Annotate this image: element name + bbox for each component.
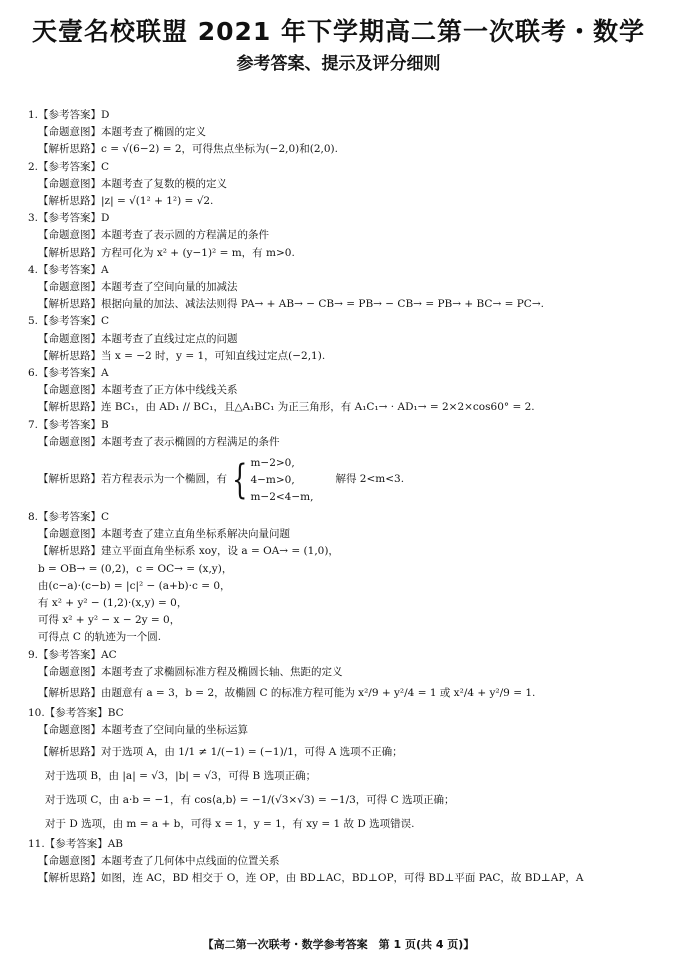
q2-analysis: 【解析思路】|z| = √(1² + 1²) = √2. [38, 195, 214, 208]
q8-analysis-line: 由(c−a)·(c−b) = |c|² − (a+b)·c = 0， [38, 579, 231, 592]
q6-intent: 【命题意图】本题考查了正方体中线线关系 [38, 384, 238, 397]
q8-analysis-line: 可得点 C 的轨迹为一个圆. [38, 631, 162, 644]
q8-analysis: 【解析思路】建立平面直角坐标系 xoy，设 a = OA→ = (1,0)， [38, 545, 339, 558]
q8-analysis-line: 可得 x² + y² − x − 2y = 0， [38, 614, 181, 627]
document-title: 天壹名校联盟 2021 年下学期高二第一次联考・数学 [32, 17, 645, 46]
q1-answer: 1.【参考答案】D [28, 109, 110, 121]
answer-content [28, 107, 658, 887]
q7-answer: 7.【参考答案】B [28, 418, 109, 431]
q10-option-b: 对于选项 B，由 |a| = √3，|b| = √3，可得 B 选项正确； [45, 769, 317, 782]
q7-brace: { [232, 457, 248, 504]
q8-answer: 8.【参考答案】C [28, 511, 110, 524]
q8-analysis-line: b = OB→ = (0,2)，c = OC→ = (x,y)， [38, 562, 233, 575]
q6-answer: 6.【参考答案】A [28, 367, 109, 380]
q7-analysis [28, 451, 658, 509]
q10-intent: 【命题意图】本题考查了空间向量的坐标运算 [38, 724, 248, 737]
q7-condition-3: m−2<4−m, [250, 490, 314, 503]
q2-answer: 2.【参考答案】C [28, 160, 110, 173]
q11-answer: 11.【参考答案】AB [28, 837, 123, 850]
q7-condition-1: m−2>0, [250, 456, 295, 469]
q10-analysis: 【解析思路】对于选项 A，由 1/1 ≠ 1/(−1) = (−1)/1，可得 A 选项不正确； [38, 745, 403, 758]
q7-inequality-system [250, 455, 313, 506]
q9-analysis: 【解析思路】由题意有 a = 3，b = 2，故椭圆 C 的标准方程可能为 x²/9 + y²/4 = 1 或 x²/4 + y²/9 = 1. [38, 687, 536, 700]
q11-intent: 【命题意图】本题考查了几何体中点线面的位置关系 [38, 854, 280, 867]
q7-intent: 【命题意图】本题考查了表示椭圆的方程满足的条件 [38, 435, 280, 448]
q9-intent: 【命题意图】本题考查了求椭圆标准方程及椭圆长轴、焦距的定义 [38, 665, 343, 678]
q1-intent: 【命题意图】本题考查了椭圆的定义 [38, 126, 206, 139]
q8-intent: 【命题意图】本题考查了建立直角坐标系解决向量问题 [38, 528, 290, 541]
q5-answer: 5.【参考答案】C [28, 315, 110, 328]
q4-answer: 4.【参考答案】A [28, 263, 109, 276]
q8-analysis-line: 有 x² + y² − (1,2)·(x,y) = 0， [38, 597, 188, 610]
q7-condition-2: 4−m>0, [250, 473, 295, 486]
q10-answer: 10.【参考答案】BC [28, 707, 124, 720]
q10-option-c: 对于选项 C，由 a·b = −1，有 cos⟨a,b⟩ = −1/(√3×√3) = −1/3，可得 C 选项正确； [45, 793, 455, 806]
q3-answer: 3.【参考答案】D [28, 212, 110, 225]
document-subtitle: 参考答案、提示及评分细则 [236, 54, 441, 74]
q4-analysis: 【解析思路】根据向量的加法、减法法则得 PA→ + AB→ − CB→ = PB→ − CB→ = PB→ + BC→ = PC→. [38, 298, 544, 311]
q3-intent: 【命题意图】本题考查了表示圆的方程满足的条件 [38, 229, 269, 242]
q6-analysis: 【解析思路】连 BC₁，由 AD₁ // BC₁，且△A₁BC₁ 为正三角形，有 A₁C₁→ · AD₁→ = 2×2×cos60° = 2. [38, 401, 535, 414]
q5-analysis: 【解析思路】当 x = −2 时，y = 1，可知直线过定点(−2,1). [38, 349, 326, 362]
q9-answer: 9.【参考答案】AC [28, 648, 117, 661]
q4-intent: 【命题意图】本题考查了空间向量的加减法 [38, 281, 238, 294]
q10-option-d: 对于 D 选项，由 m = a + b，可得 x = 1，y = 1，有 xy = 1 故 D 选项错误. [45, 817, 415, 830]
q2-intent: 【命题意图】本题考查了复数的模的定义 [38, 177, 227, 190]
q11-analysis: 【解析思路】如图，连 AC，BD 相交于 O，连 OP，由 BD⊥AC，BD⊥OP，可得 BD⊥平面 PAC，故 BD⊥AP，A [38, 871, 584, 884]
q7-analysis-lead: 【解析思路】若方程表示为一个椭圆，有 [38, 473, 227, 486]
page-footer: 【高二第一次联考・数学参考答案 第 1 页(共 4 页)】 [202, 938, 475, 951]
q7-result: 解得 2<m<3. [335, 473, 405, 486]
q3-analysis: 【解析思路】方程可化为 x² + (y−1)² = m，有 m>0. [38, 246, 295, 259]
q5-intent: 【命题意图】本题考查了直线过定点的问题 [38, 332, 238, 345]
q1-analysis: 【解析思路】c = √(6−2) = 2，可得焦点坐标为(−2,0)和(2,0). [38, 143, 338, 156]
